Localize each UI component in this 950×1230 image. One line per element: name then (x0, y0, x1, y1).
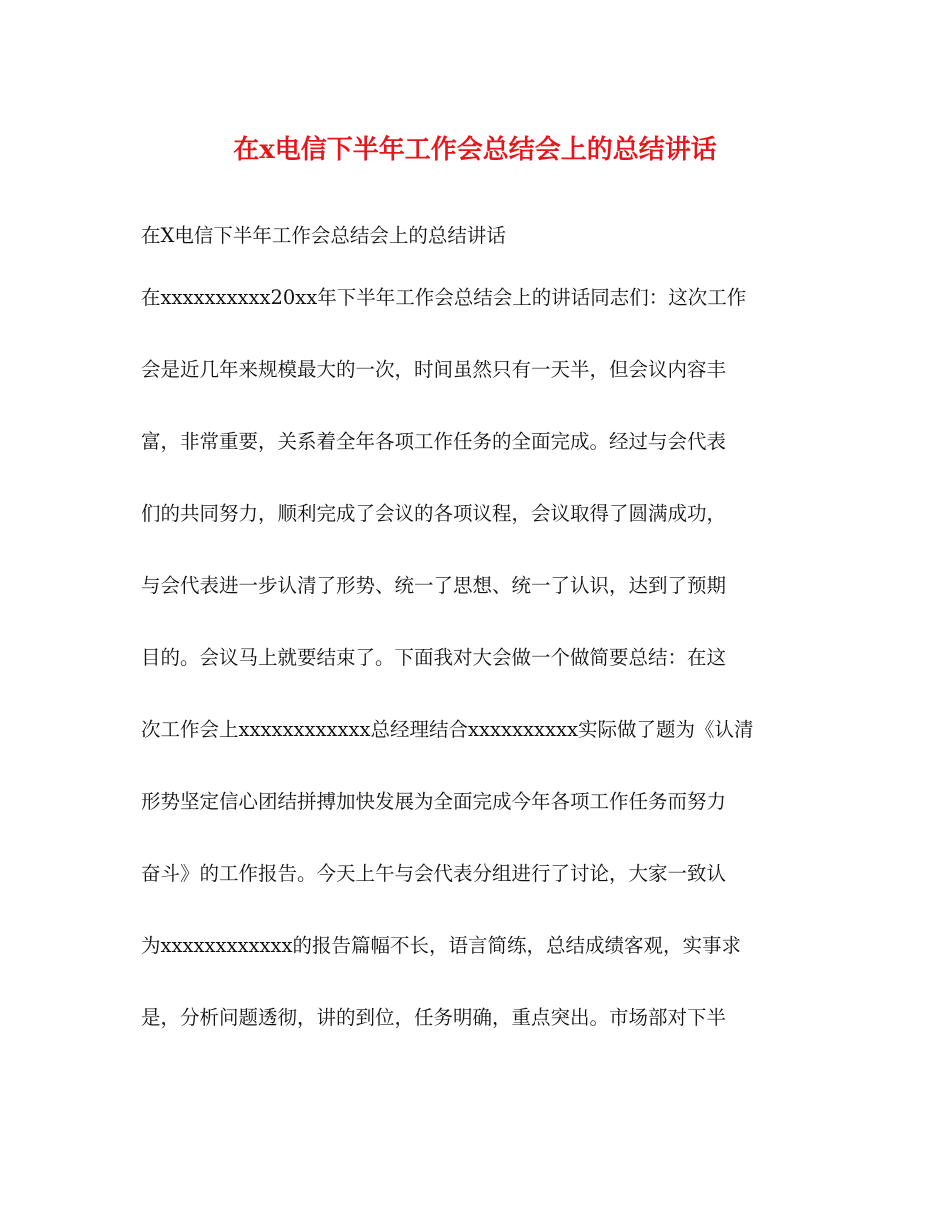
body-line-7: 次工作会上xxxxxxxxxxxx总经理结合xxxxxxxxxx实际做了题为《认清 (141, 718, 754, 741)
body-line-11: 是，分析问题透彻，讲的到位，任务明确，重点突出。市场部对下半 (141, 1006, 727, 1029)
body-line-4: 们的共同努力，顺利完成了会议的各项议程，会议取得了圆满成功， (141, 502, 727, 525)
body-line-6: 目的。会议马上就要结束了。下面我对大会做一个做简要总结：在这 (141, 646, 727, 669)
body-line-9: 奋斗》的工作报告。今天上午与会代表分组进行了讨论，大家一致认 (141, 862, 727, 885)
body-line-3: 富，非常重要，关系着全年各项工作任务的全面完成。经过与会代表 (141, 430, 727, 453)
body-line-5: 与会代表进一步认清了形势、统一了思想、统一了认识，达到了预期 (141, 574, 727, 597)
document-subtitle: 在X电信下半年工作会总结会上的总结讲话 (141, 224, 506, 247)
body-line-1: 在xxxxxxxxxx20xx年下半年工作会总结会上的讲话同志们：这次工作 (141, 286, 747, 309)
document-title: 在x电信下半年工作会总结会上的总结讲话 (233, 135, 717, 165)
body-line-10: 为xxxxxxxxxxxx的报告篇幅不长，语言简练，总结成绩客观，实事求 (141, 934, 741, 957)
body-line-8: 形势坚定信心团结拼搏加快发展为全面完成今年各项工作任务而努力 (141, 790, 727, 813)
body-line-2: 会是近几年来规模最大的一次，时间虽然只有一天半，但会议内容丰 (141, 358, 727, 381)
